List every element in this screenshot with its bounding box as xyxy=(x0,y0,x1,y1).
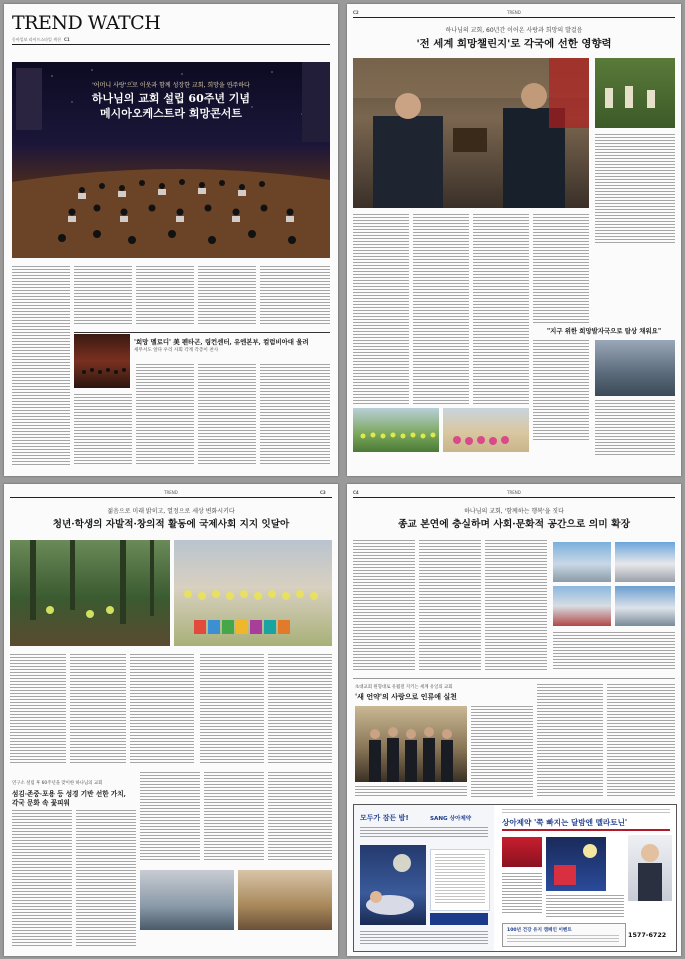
masthead: TREND WATCH xyxy=(12,12,161,34)
section-label: TREND xyxy=(164,490,178,495)
church-building-photo-4 xyxy=(615,586,675,626)
sleeping-person-photo xyxy=(360,845,426,925)
ad-left-title: 모두가 잠든 밤! xyxy=(360,814,409,822)
headline: 청년·학생의 자발적·창의적 활동에 국제사회 지지 잇달아 xyxy=(52,519,290,530)
youth-group-photo xyxy=(174,540,332,646)
ad-campaign-title: 100년 건강 유지 캠페인 이벤트 xyxy=(507,928,572,933)
ad-brand: SANG 상아제약 xyxy=(430,816,472,822)
side-headline: '새 언약'의 사랑으로 인류애 실천 xyxy=(355,692,457,701)
section-label: 동아일보 라이프스타일 섹션 xyxy=(12,37,61,42)
page-code: C3 xyxy=(320,490,326,495)
tree-planting-photo xyxy=(595,58,675,128)
newspaper-page-c2 xyxy=(347,4,681,476)
ad-left-bullets xyxy=(430,849,490,911)
group-photo xyxy=(595,340,675,396)
side-kicker: 초대교회 원형대로 유월절 지키는 세계 유일의 교회 xyxy=(355,685,453,690)
product-box-photo xyxy=(546,837,606,891)
meeting-photo xyxy=(238,870,332,930)
signing-ceremony-photo xyxy=(355,706,467,782)
headline: '전 세계 희망챌린지'로 각국에 선한 영향력 xyxy=(416,38,612,50)
ad-phone: 1577-6722 xyxy=(628,931,667,939)
section-label: TREND xyxy=(507,490,521,495)
advertisement xyxy=(353,804,677,952)
ad-left-panel xyxy=(354,805,494,951)
church-building-photo-3 xyxy=(553,586,611,626)
model-photo xyxy=(628,835,672,901)
page-code: C2 xyxy=(353,10,359,15)
newspaper-page-c3 xyxy=(4,484,338,956)
sub-story-headline: '희망 멜로디' 美 펜타곤, 링컨센터, 유엔본부, 컬럼비아대 울려 xyxy=(134,338,309,346)
product-photo xyxy=(502,837,542,867)
side-kicker: 연구소 설립 후 60주년을 맞이한 하나님의 교회 xyxy=(12,781,103,786)
page-code: C1 xyxy=(64,37,70,42)
award-ceremony-photo xyxy=(353,58,589,208)
ad-right-title: 상아제약 '쭉 빠지는 달밤엔 멜라토닌' xyxy=(502,818,628,827)
side-headline-line1: 섬김·존중·포용 등 성경 기반 선한 가치, xyxy=(12,790,126,798)
ad-right-panel xyxy=(496,805,676,951)
ad-campaign-box xyxy=(502,923,626,947)
hero-headline-line1: 하나님의 교회 설립 60주년 기념 xyxy=(91,92,251,105)
sub-story-subhead: 세무서도 앞다 우리 사회 각계 각층이 찬사 xyxy=(134,348,219,353)
newspaper-page-c4 xyxy=(347,484,681,956)
kicker: 하나님의 교회, '함께하는 행복'을 짓다 xyxy=(464,508,564,515)
church-building-photo-2 xyxy=(615,542,675,582)
concert-hall-photo xyxy=(74,334,130,388)
headline: 종교 본연에 충실하며 사회·문화적 공간으로 의미 확장 xyxy=(397,519,631,530)
hero-kicker: '어머니 사랑'으로 이웃과 함께 성장한 교회, 희망을 연주하다 xyxy=(92,82,250,89)
hero-headline-line2: 메시아오케스트라 희망콘서트 xyxy=(100,107,242,120)
kicker: 젊음으로 미래 밝히고, 열정으로 세상 변화시키다 xyxy=(107,508,235,515)
page-code: C4 xyxy=(353,490,359,495)
seminar-photo xyxy=(140,870,234,930)
beach-cleanup-photo xyxy=(443,408,529,452)
section-label: TREND xyxy=(507,10,521,15)
forest-planting-photo xyxy=(10,540,170,646)
box-title: "지구 위한 희망발자국으로 탐상 채워요" xyxy=(546,327,662,335)
kicker: 하나님의 교회, 60년간 이어온 사랑과 희망의 발걸음 xyxy=(445,27,583,34)
church-building-photo-1 xyxy=(553,542,611,582)
side-headline-line2: 각국 문화 속 꽃피워 xyxy=(12,799,70,807)
newspaper-page-c1 xyxy=(4,4,338,476)
cleanup-volunteers-photo xyxy=(353,408,439,452)
